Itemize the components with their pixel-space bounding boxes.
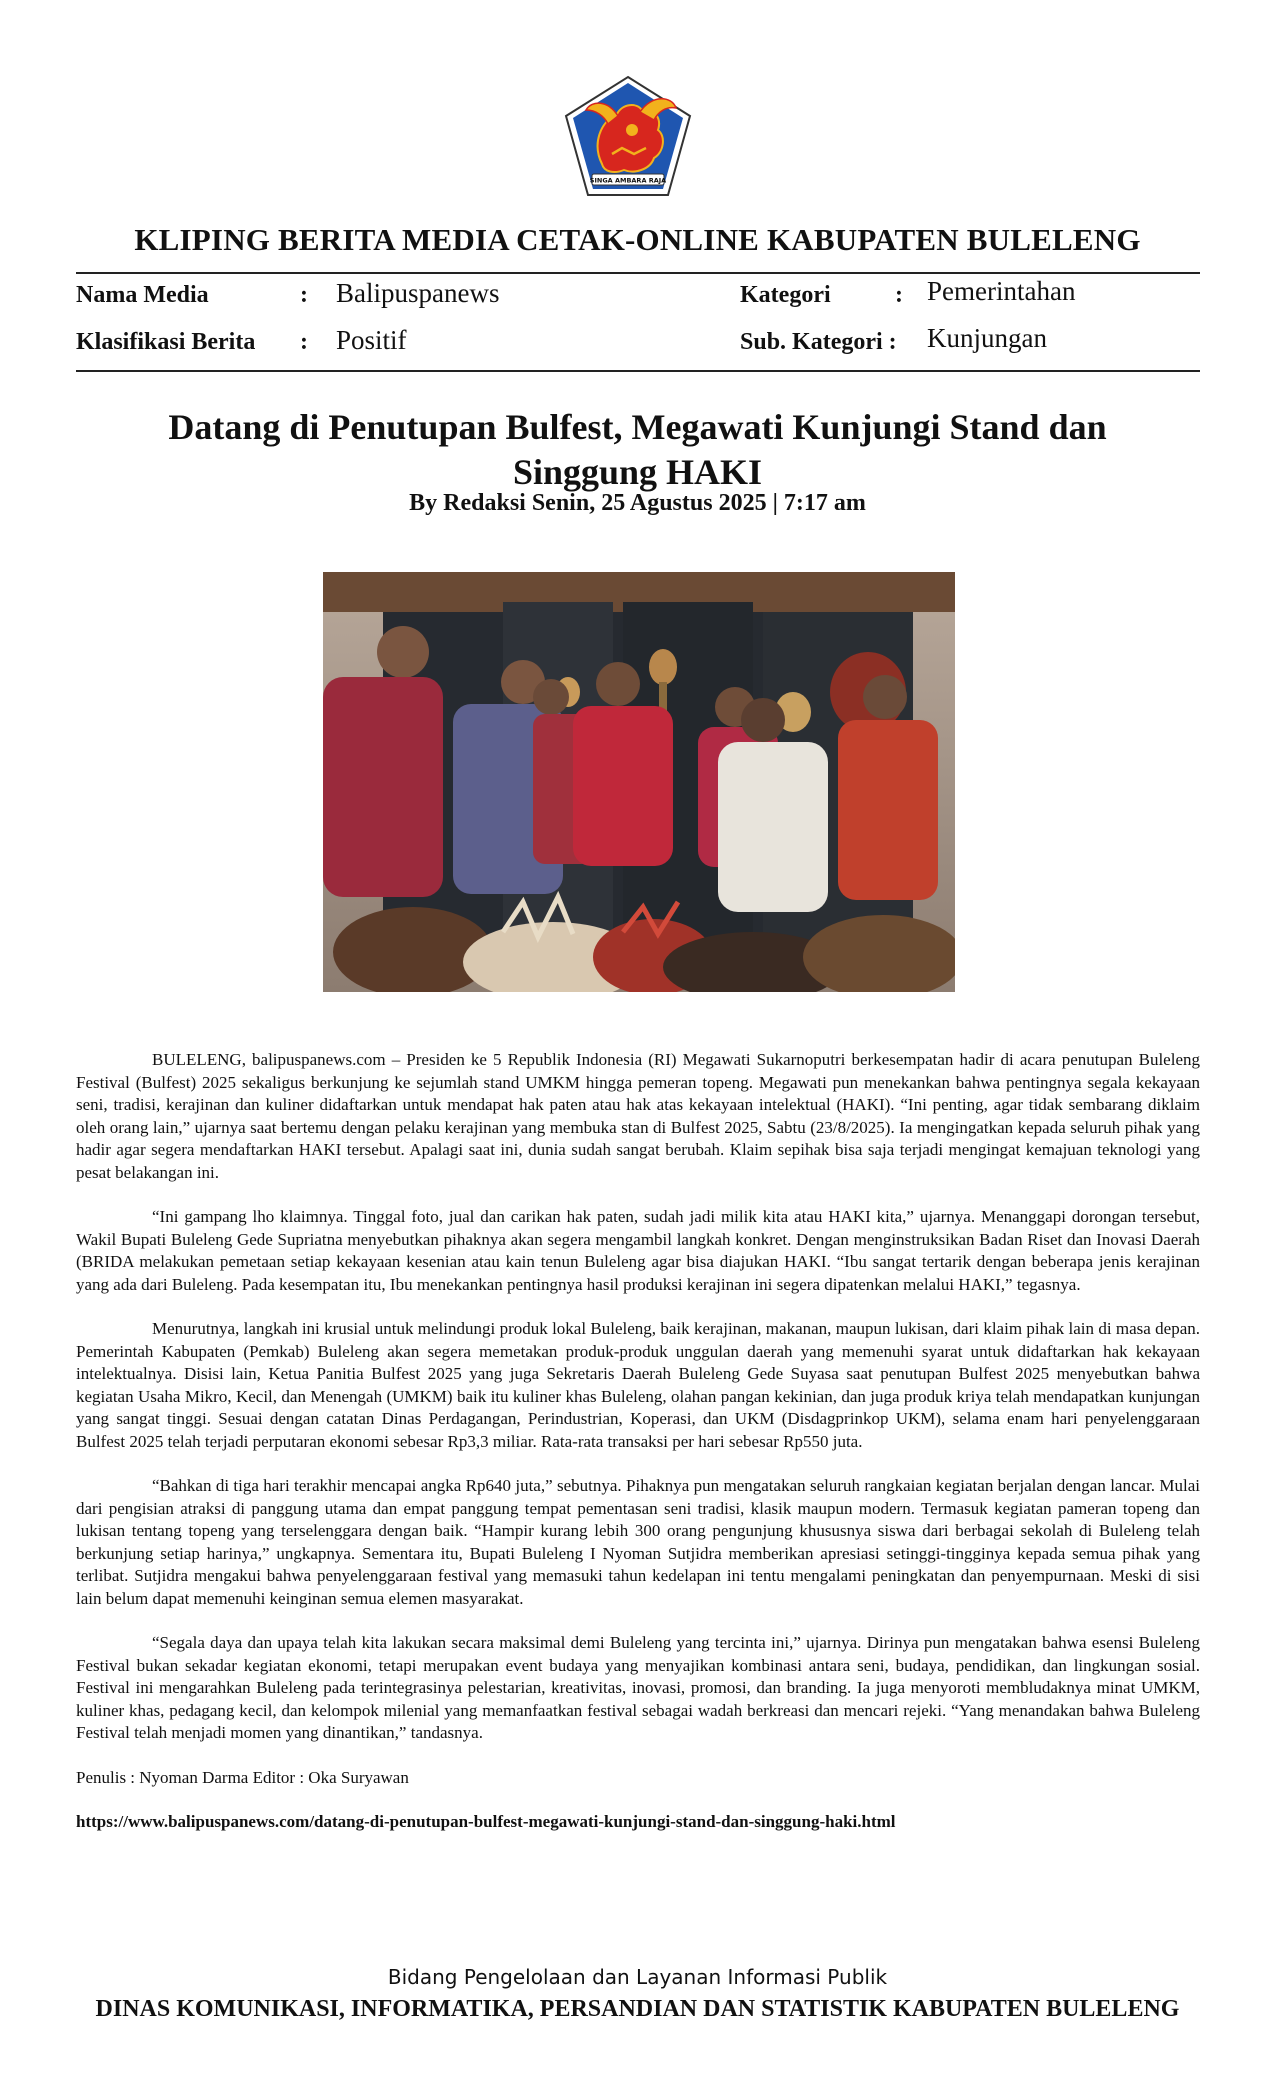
nama-media-colon: :	[300, 282, 308, 308]
article-byline: By Redaksi Senin, 25 Agustus 2025 | 7:17 am	[409, 490, 866, 516]
kategori-colon: :	[895, 282, 903, 308]
article-paragraph: “Segala daya dan upaya telah kita lakukan secara maksimal demi Buleleng yang tercinta ini,” ujarnya. Dirinya pun mengatakan bahwa esensi Buleleng Festival bukan sekadar kegiatan ekonomi, tetapi merupakan event budaya yang menyajikan kombinasi antara seni, budaya, pendidikan, dan lingkungan sosial. Festival ini mengarahkan Buleleng pada terintegrasinya pelestarian, kreativitas, inovasi, promosi, dan branding. Ia juga menyoroti membludaknya minat UMKM, kuliner khas, pedagang kecil, dan kelompok milenial yang memanfaatkan festival sebagai wadah berkreasi dan mencari rejeki. “Yang menandakan bahwa Buleleng Festival telah menjadi momen yang dinantikan,” tandasnya.	[76, 1633, 1200, 1742]
header-bottom-rule	[76, 370, 1200, 372]
source-url-link[interactable]: https://www.balipuspanews.com/datang-di-penutupan-bulfest-megawati-kunjungi-stand-dan-singgung-haki.html	[76, 1812, 896, 1831]
article-paragraph: BULELENG, balipuspanews.com – Presiden ke 5 Republik Indonesia (RI) Megawati Sukarnoputri berkesempatan hadir di acara penutupan Buleleng Festival (Bulfest) 2025 sekaligus berkunjung ke sejumlah stand UMKM hingga pemeran topeng. Megawati pun menekankan bahwa pentingnya segala kekayaan seni, tradisi, kerajinan dan kuliner didaftarkan untuk mendapat hak paten atau hak atas kekayaan intelektual (HAKI). “Ini penting, agar tidak sembarang diklaim oleh orang lain,” ujarnya saat bertemu dengan pelaku kerajinan yang membuka stan di Bulfest 2025, Sabtu (23/8/2025). Ia mengingatkan kepada seluruh pihak yang hadir agar segera mendaftarkan HAKI tersebut. Apalagi saat ini, dunia sudah sangat berubah. Klaim sepihak bisa saja terjadi mengingat kemajuan teknologi yang pesat belakangan ini.	[76, 1050, 1200, 1182]
kategori-label: Kategori	[740, 282, 831, 308]
klasifikasi-value: Positif	[336, 325, 407, 355]
article-headline	[130, 405, 1145, 495]
nama-media-value: Balipuspanews	[336, 278, 500, 308]
headline-line-1: Datang di Penutupan Bulfest, Megawati Kunjungi Stand dan	[168, 407, 1107, 447]
author-credits: Penulis : Nyoman Darma Editor : Oka Suryawan	[76, 1767, 409, 1787]
article-paragraph: “Bahkan di tiga hari terakhir mencapai angka Rp640 juta,” sebutnya. Pihaknya pun mengatakan seluruh rangkaian kegiatan berjalan dengan lancar. Mulai dari pengisian atraksi di panggung utama dan empat panggung tempat pementasan seni tradisi, klasik maupun modern. Termasuk kegiatan pameran topeng dan lukisan tentang topeng yang terselenggara dengan baik. “Hampir kurang lebih 300 orang pengunjung khususnya siswa dari berbagai sekolah di Buleleng telah berkunjung setiap harinya,” ungkapnya. Sementara itu, Bupati Buleleng I Nyoman Sutjidra memberikan apresiasi setinggi-tingginya kepada semua pihak yang terlibat. Sutjidra mengakui bahwa penyelenggaraan festival yang memasuki tahun kedelapan ini tentu mengalami peningkatan dan penyempurnaan. Meski di sisi lain belum dapat memenuhi keinginan semua elemen masyarakat.	[76, 1476, 1200, 1608]
logo-motto: SINGA AMBARA RAJA	[589, 176, 667, 185]
footer-division: Bidang Pengelolaan dan Layanan Informasi Publik	[387, 1965, 888, 1989]
nama-media-label: Nama Media	[76, 282, 209, 308]
footer-agency: DINAS KOMUNIKASI, INFORMATIKA, PERSANDIAN DAN STATISTIK KABUPATEN BULELENG	[95, 1996, 1180, 2022]
klasifikasi-colon: :	[300, 329, 308, 355]
kliping-title: KLIPING BERITA MEDIA CETAK-ONLINE KABUPATEN BULELENG	[134, 222, 1141, 257]
headline-line-2: Singgung HAKI	[512, 452, 763, 492]
article-body	[76, 1049, 1200, 1834]
kategori-value: Pemerintahan	[927, 276, 1076, 306]
singa-ambara-raja-emblem-icon	[562, 74, 694, 198]
header-top-rule	[76, 272, 1200, 274]
article-paragraph: “Ini gampang lho klaimnya. Tinggal foto, jual dan carikan hak paten, sudah jadi milik kita atau HAKI kita,” ujarnya. Menanggapi dorongan tersebut, Wakil Bupati Buleleng Gede Supriatna menyebutkan pihaknya akan segera mengambil langkah konkret. Dengan menginstruksikan Badan Riset dan Inovasi Daerah (BRIDA melakukan pemetaan setiap kekayaan kesenian atau kain tenun Buleleng agar bisa diajukan HAKI. “Ibu sangat tertarik dengan beberapa jenis kerajinan yang ada dari Buleleng. Pada kesempatan itu, Ibu menekankan pentingnya hasil produksi kerajinan ini segera dipatenkan melalui HAKI,” tegasnya.	[76, 1207, 1200, 1294]
article-paragraph: Menurutnya, langkah ini krusial untuk melindungi produk lokal Buleleng, baik kerajinan, makanan, maupun lukisan, dari klaim pihak lain di masa depan. Pemerintah Kabupaten (Pemkab) Buleleng akan segera memetakan produk-produk unggulan daerah yang memenuhi syarat untuk didaftarkan hak kekayaan intelektualnya. Disisi lain, Ketua Panitia Bulfest 2025 yang juga Sekretaris Daerah Buleleng Gede Suyasa saat penutupan Bulfest 2025 menyebutkan bahwa kegiatan Usaha Mikro, Kecil, dan Menengah (UMKM) baik itu kuliner khas Buleleng, olahan pangan kekinian, dan juga produk kriya telah mendapatkan kunjungan yang sangat tinggi. Sesuai dengan catatan Dinas Perdagangan, Perindustrian, Koperasi, dan UKM (Disdagprinkop UKM), selama enam hari penyelenggaraan Bulfest 2025 telah terjadi perputaran ekonomi sebesar Rp3,3 miliar. Rata-rata transaksi per hari sebesar Rp550 juta.	[76, 1319, 1200, 1451]
exhibition-photo-illustration	[323, 572, 955, 992]
klasifikasi-label: Klasifikasi Berita	[76, 329, 256, 355]
buleleng-regency-logo	[562, 74, 694, 198]
sub-kategori-label: Sub. Kategori :	[740, 329, 897, 355]
sub-kategori-value: Kunjungan	[927, 323, 1047, 353]
article-photo	[323, 572, 955, 992]
